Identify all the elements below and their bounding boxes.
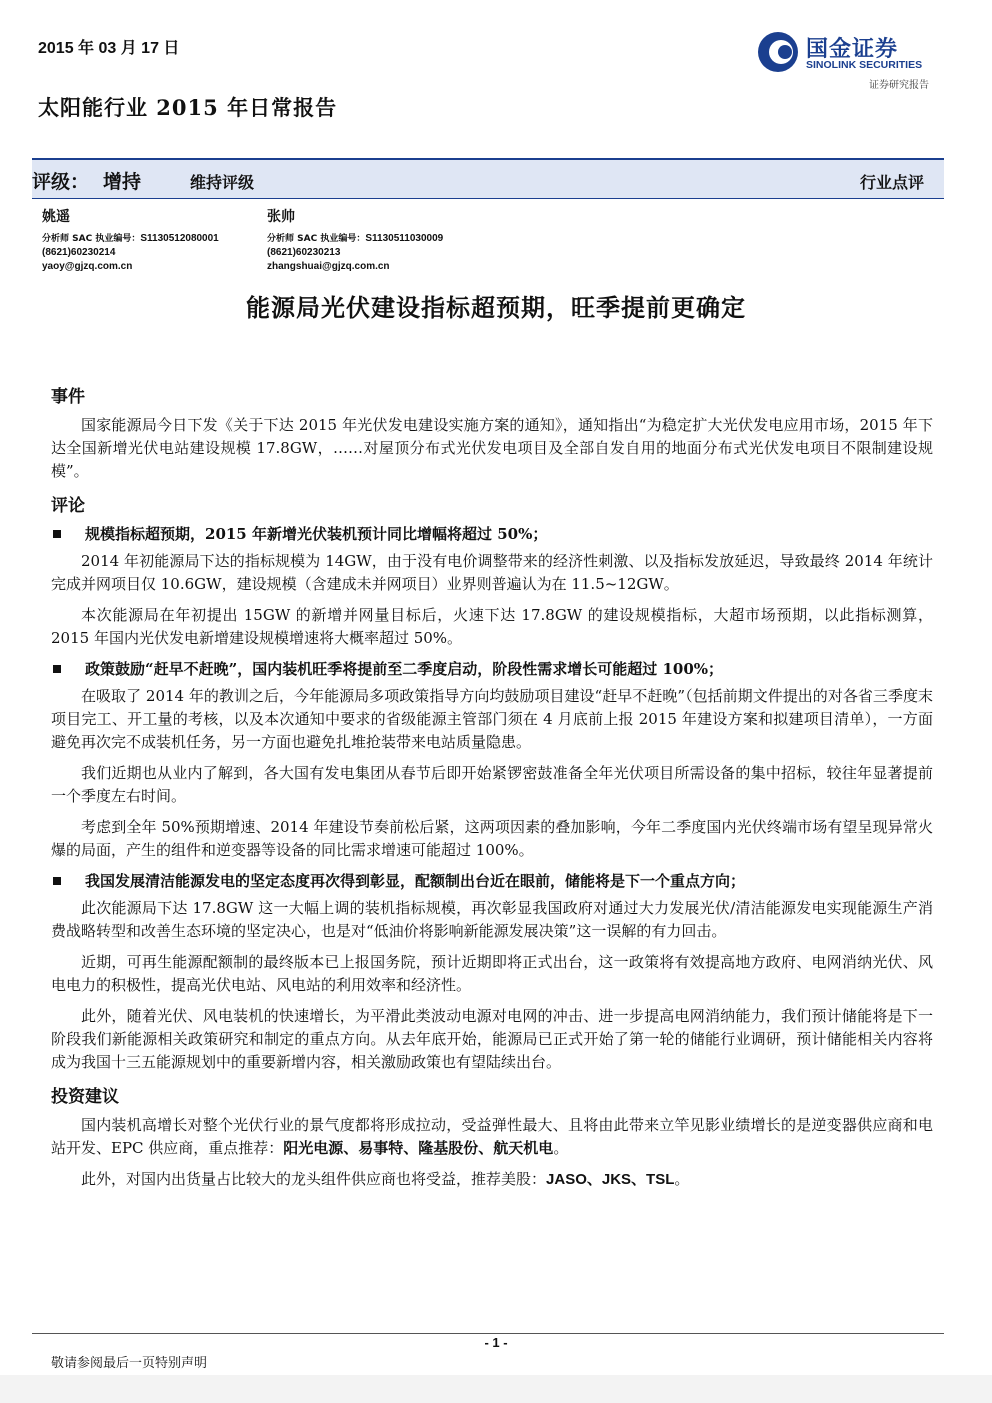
punctuation: 。 <box>674 1170 690 1188</box>
sinolink-logo-icon <box>756 30 800 74</box>
analyst-email[interactable]: zhangshuai@gjzq.com.cn <box>267 261 390 272</box>
body-paragraph: 2014 年初能源局下达的指标规模为 14GW，由于没有电价调整带来的经济性刺激、以及指标发放延迟，导致最终 2014 年统计完成并网项目仅 10.6GW，建设规模（含建成未并网项目）业界则普遍认为在 11.5~12GW。 <box>51 552 933 593</box>
analyst-cert <box>267 232 443 246</box>
punctuation: 。 <box>553 1139 569 1157</box>
logo-english-name: SINOLINK SECURITIES <box>806 59 923 71</box>
square-bullet-icon <box>53 877 61 885</box>
report-category: 行业点评 <box>860 173 925 192</box>
bullet-point <box>51 870 933 893</box>
section-title-investment: 投资建议 <box>51 1087 119 1107</box>
report-body <box>51 382 933 1199</box>
section-title-comment: 评论 <box>51 496 85 516</box>
section-title-event: 事件 <box>51 387 85 407</box>
report-date: 2015 年 03 月 17 日 <box>38 40 180 57</box>
rating-band <box>32 160 944 198</box>
cert-label: 分析师 SAC 执业编号： <box>267 234 366 244</box>
report-title: 太阳能行业 2015 年日常报告 <box>38 95 338 120</box>
footer-band <box>0 1375 992 1403</box>
rating-divider <box>32 198 944 199</box>
event-paragraph: 国家能源局今日下发《关于下达 2015 年光伏发电建设实施方案的通知》，通知指出“为稳定扩大光伏发电应用市场，2015 年下达全国新增光伏电站建设规模 17.8GW，……对屋顶分布式光伏发电项目及全部自发自用的地面分布式光伏发电项目不限制建设规模”。 <box>51 416 933 480</box>
body-paragraph: 本次能源局在年初提出 15GW 的新增并网量目标后，火速下达 17.8GW 的建设规模指标，大超市场预期，以此指标测算，2015 年国内光伏发电新增建设规模增速将大概率超过 50%。 <box>51 606 933 647</box>
analyst-email[interactable]: yaoy@gjzq.com.cn <box>42 261 133 272</box>
investment-paragraph <box>51 1114 933 1160</box>
bullet-text: 我国发展清洁能源发电的坚定态度再次得到彰显，配额制出台近在眼前，储能将是下一个重点方向； <box>85 872 746 890</box>
analyst-name: 张帅 <box>267 209 295 225</box>
analyst-card <box>42 206 219 274</box>
recommended-us-stocks: JASO、JKS、TSL <box>546 1171 675 1188</box>
footer-divider <box>32 1333 944 1334</box>
body-paragraph: 在吸取了 2014 年的教训之后，今年能源局多项政策指导方向均鼓励项目建设“赶早不赶晚”（包括前期文件提出的对各省三季度末项目完工、开工量的考核，以及本次通知中要求的省级能源主管部门须在 4 月底前上报 2015 年建设方案和拟建项目清单），一方面避免再次完不成装机任务，另一方面也避免扎堆抢装带来电站质量隐患。 <box>51 687 933 751</box>
cert-number: S1130511030009 <box>365 233 444 244</box>
investment-text: 此外，对国内出货量占比较大的龙头组件供应商也将受益，推荐美股： <box>81 1170 547 1188</box>
body-paragraph: 考虑到全年 50%预期增速、2014 年建设节奏前松后紧，这两项因素的叠加影响，今年二季度国内光伏终端市场有望呈现异常火爆的局面，产生的组件和逆变器等设备的同比需求增速可能超过 100%。 <box>51 818 933 859</box>
cert-number: S1130512080001 <box>140 233 219 244</box>
logo-subtitle: 证券研究报告 <box>869 80 929 91</box>
analyst-name: 姚遥 <box>42 209 70 225</box>
cert-label: 分析师 SAC 执业编号： <box>42 234 141 244</box>
headline: 能源局光伏建设指标超预期，旺季提前更确定 <box>246 293 746 322</box>
recommended-stocks: 阳光电源、易事特、隆基股份、航天机电 <box>283 1139 554 1157</box>
body-paragraph: 此次能源局下达 17.8GW 这一大幅上调的装机指标规模，再次彰显我国政府对通过大力发展光伏/清洁能源发电实现能源生产消费战略转型和改善生态环境的坚定决心，也是对“低油价将影响新能源发展决策”这一误解的有力回击。 <box>51 899 933 940</box>
investment-paragraph <box>51 1168 933 1191</box>
body-paragraph: 我们近期也从业内了解到，各大国有发电集团从春节后即开始紧锣密鼓准备全年光伏项目所需设备的集中招标，较往年显著提前一个季度左右时间。 <box>51 764 933 805</box>
square-bullet-icon <box>53 665 61 673</box>
bullet-point <box>51 523 933 546</box>
investment-text: 国内装机高增长对整个光伏行业的景气度都将形成拉动，受益弹性最大、且将由此带来立竿见影业绩增长的是逆变器供应商和电站开发、EPC 供应商，重点推荐： <box>51 1116 933 1157</box>
analyst-phone: (8621)60230214 <box>42 247 116 258</box>
rating-value: 增持 <box>103 171 142 193</box>
logo-chinese-name: 国金证券 <box>806 37 899 62</box>
square-bullet-icon <box>53 530 61 538</box>
rating-label: 评级： <box>32 171 90 193</box>
page-number: - 1 - <box>484 1335 508 1350</box>
rating-action: 维持评级 <box>190 173 255 192</box>
company-logo <box>756 30 948 90</box>
body-paragraph: 近期，可再生能源配额制的最终版本已上报国务院，预计近期即将正式出台，这一政策将有效提高地方政府、电网消纳光伏、风电电力的积极性，提高光伏电站、风电站的利用效率和经济性。 <box>51 953 933 994</box>
body-paragraph: 此外，随着光伏、风电装机的快速增长，为平滑此类波动电源对电网的冲击、进一步提高电网消纳能力，我们预计储能将是下一阶段我们新能源相关政策研究和制定的重点方向。从去年底开始，能源局已正式开始了第一轮的储能行业调研，预计储能相关内容将成为我国十三五能源规划中的重要新增内容，相关激励政策也有望陆续出台。 <box>51 1007 933 1071</box>
bullet-text: 规模指标超预期，2015 年新增光伏装机预计同比增幅将超过 50%； <box>85 525 548 543</box>
analyst-card <box>267 206 443 274</box>
analyst-phone: (8621)60230213 <box>267 247 341 258</box>
bullet-text: 政策鼓励“赶早不赶晚”，国内装机旺季将提前至二季度启动，阶段性需求增长可能超过 100%； <box>85 660 724 678</box>
analyst-cert <box>42 232 219 246</box>
bullet-point <box>51 658 933 681</box>
disclaimer: 敬请参阅最后一页特别声明 <box>51 1356 208 1371</box>
